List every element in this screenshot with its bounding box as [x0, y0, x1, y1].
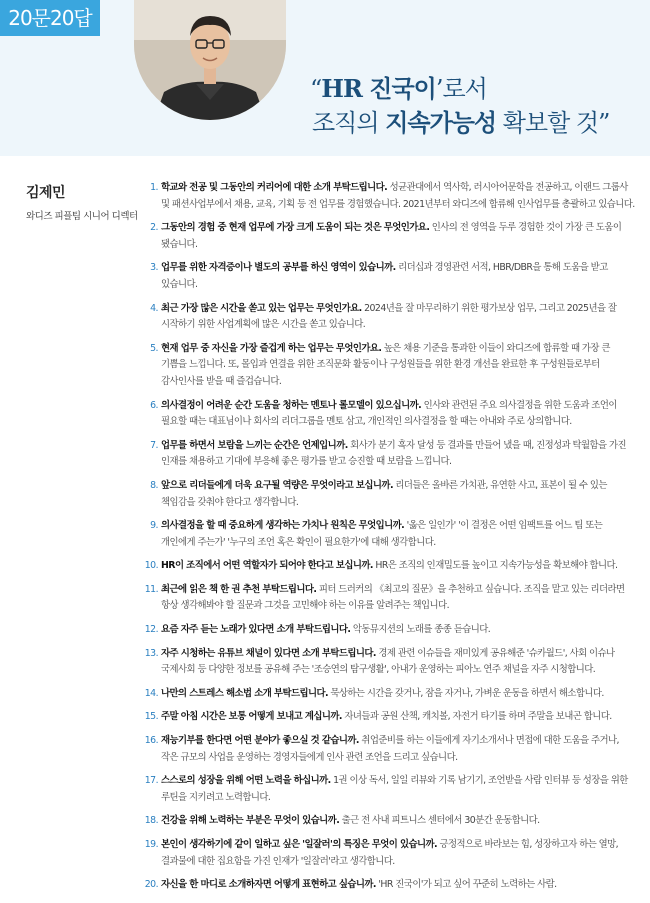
question-number: 8. — [150, 479, 158, 491]
question-number: 4. — [150, 302, 158, 314]
question-text: 나만의 스트레스 해소법 소개 부탁드립니다. — [161, 687, 328, 699]
qa-item — [146, 813, 636, 830]
question-text: 자주 시청하는 유튜브 채널이 있다면 소개 부탁드립니다. — [161, 647, 376, 659]
answer-text: 리더십과 경영관련 서적, HBR/DBR을 통해 도움을 받고 있습니다. — [161, 262, 608, 290]
qa-item — [146, 438, 636, 471]
question-number: 6. — [150, 399, 158, 411]
question-number: 1. — [150, 182, 158, 193]
section-tag: 20문20답 — [0, 0, 100, 36]
headline-line-2-pre: 조직의 — [312, 109, 386, 137]
qa-item — [146, 709, 636, 726]
question-text: HR이 조직에서 어떤 역할자가 되어야 한다고 보십니까. — [161, 560, 373, 572]
interviewee-name: 김제민 — [26, 185, 66, 201]
qa-item — [146, 341, 636, 391]
answer-text: 인사와 관련된 주요 의사결정을 위한 도움과 조언이 필요할 때는 대표님이나 회사의 리더그룹을 멘토 삼고, 개인적인 의사결정을 할 때는 아내와 주로 상의합니다. — [161, 399, 617, 428]
question-text: 건강을 위해 노력하는 부분은 무엇이 있습니까. — [161, 815, 340, 827]
answer-text: 성균관대에서 역사학, 러시아어문학을 전공하고, 이랜드 그룹사 및 패션사업부에서 채용, 교육, 기획 등 전 업무를 경험했습니다. 2021년부터 와디즈에 합류해 인사업무를 총괄하고 있습니다. — [161, 182, 635, 210]
headline-line-1-bold: HR 진국이 — [321, 74, 436, 103]
question-number: 10. — [144, 560, 158, 572]
answer-text: '옳은 일인가' '이 결정은 어떤 임팩트를 어느 팀 또는 개인에게 주는가' '누구의 조언 혹은 확인이 필요한가'에 대해 생각합니다. — [161, 520, 603, 548]
headline-line-2-post: 확보할 것” — [496, 109, 610, 137]
answer-text: 출근 전 사내 피트니스 센터에서 30분간 운동합니다. — [339, 815, 540, 827]
answer-text: 높은 채용 기준을 통과한 이들이 와디즈에 합류할 때 가장 큰 기쁨을 느낍니다. 또, 몰입과 연결을 위한 조직문화 활동이나 구성원들을 위한 환경 개선을 완료한 후 구성원들로부터 감사인사를 받을 때 즐겁습니다. — [161, 342, 610, 387]
qa-item — [146, 646, 636, 679]
answer-text: 묵상하는 시간을 갖거나, 잠을 자거나, 가벼운 운동을 하면서 해소합니다. — [327, 687, 604, 699]
question-text: 앞으로 리더들에게 더욱 요구될 역량은 무엇이라고 보십니까. — [161, 479, 393, 491]
qa-item — [146, 622, 636, 639]
interviewee-info — [26, 182, 136, 222]
question-number: 18. — [144, 815, 158, 827]
qa-item — [146, 180, 636, 213]
answer-text: 자녀들과 공원 산책, 캐치볼, 자전거 타기를 하며 주말을 보내곤 합니다. — [341, 711, 612, 723]
question-number: 2. — [150, 222, 158, 234]
question-text: 요즘 자주 듣는 노래가 있다면 소개 부탁드립니다. — [161, 624, 351, 636]
question-number: 12. — [144, 624, 158, 636]
question-text: 최근에 읽은 책 한 권 추천 부탁드립니다. — [161, 583, 317, 595]
question-text: 의사결정이 어려운 순간 도움을 청하는 멘토나 롤모델이 있으십니까. — [161, 399, 422, 411]
answer-text: 경제 관련 이슈들을 재미있게 공유해준 '슈카월드', 사회 이슈나 국제사회 등 다양한 정보를 공유해 주는 '조승연의 탐구생활', 아내가 운영하는 피아노 연주 채널을 자주 시청합니다. — [161, 647, 615, 676]
answer-text: 악동뮤지션의 노래를 종종 듣습니다. — [350, 624, 491, 636]
question-number: 7. — [150, 439, 158, 451]
question-number: 3. — [150, 262, 158, 274]
question-text: 재능기부를 한다면 어떤 분야가 좋으실 것 같습니까. — [161, 735, 359, 747]
answer-text: 취업준비를 하는 이들에게 자기소개서나 면접에 대한 도움을 주거나, 작은 규모의 사업을 운영하는 경영자들에게 인사 관련 조언을 드리고 싶습니다. — [161, 735, 619, 763]
interviewee-role: 와디즈 피플팀 시니어 디렉터 — [26, 211, 138, 222]
headline-line-1 — [302, 72, 642, 106]
question-text: 스스로의 성장을 위해 어떤 노력을 하십니까. — [161, 775, 331, 787]
question-text: 최근 가장 많은 시간을 쏟고 있는 업무는 무엇인가요. — [161, 302, 362, 314]
question-number: 5. — [150, 342, 158, 354]
question-number: 17. — [144, 775, 158, 787]
qa-item — [146, 837, 636, 870]
qa-item — [146, 478, 636, 511]
question-text: 현재 업무 중 자신을 가장 즐겁게 하는 업무는 무엇인가요. — [161, 342, 382, 354]
qa-item — [146, 260, 636, 293]
question-text: 학교와 전공 및 그동안의 커리어에 대한 소개 부탁드립니다. — [161, 182, 388, 193]
headline-line-2 — [302, 106, 642, 140]
question-number: 14. — [144, 687, 158, 699]
question-text: 의사결정을 할 때 중요하게 생각하는 가치나 원칙은 무엇입니까. — [161, 520, 405, 532]
qa-list — [146, 180, 636, 901]
question-text: 그동안의 경험 중 현재 업무에 가장 크게 도움이 되는 것은 무엇인가요. — [161, 222, 430, 234]
headline — [302, 72, 642, 140]
answer-text: 1권 이상 독서, 일일 리뷰와 기록 남기기, 조언받을 사람 인터뷰 등 성장을 위한 루틴을 지키려고 노력합니다. — [161, 775, 628, 803]
answer-text: HR은 조직의 인재밀도를 높이고 지속가능성을 확보해야 합니다. — [372, 560, 618, 572]
answer-text: 리더들은 올바른 가치관, 유연한 사고, 표본이 될 수 있는 책임감을 갖춰야 한다고 생각합니다. — [161, 479, 607, 508]
question-number: 11. — [144, 583, 158, 595]
qa-item — [146, 301, 636, 334]
answer-text: 'HR 진국이'가 되고 싶어 꾸준히 노력하는 사람. — [375, 879, 557, 891]
qa-item — [146, 877, 636, 894]
qa-item — [146, 220, 636, 253]
question-text: 업무를 하면서 보람을 느끼는 순간은 언제입니까. — [161, 439, 348, 451]
qa-item — [146, 558, 636, 575]
open-quote: “ — [310, 75, 322, 103]
question-number: 15. — [144, 711, 158, 723]
question-number: 9. — [150, 520, 158, 532]
question-number: 19. — [144, 839, 158, 850]
question-number: 16. — [144, 735, 158, 747]
qa-item — [146, 582, 636, 615]
question-text: 업무를 위한 자격증이나 별도의 공부를 하신 영역이 있습니까. — [161, 262, 396, 274]
question-text: 주말 아침 시간은 보통 어떻게 보내고 계십니까. — [161, 711, 342, 723]
question-text: 본인이 생각하기에 같이 일하고 싶은 '일잘러'의 특징은 무엇이 있습니까. — [161, 839, 438, 850]
question-text: 자신을 한 마디로 소개하자면 어떻게 표현하고 싶습니까. — [161, 879, 376, 891]
question-number: 20. — [144, 879, 158, 891]
headline-line-1-rest: ’로서 — [435, 75, 487, 103]
answer-text: 인사의 전 영역을 두루 경험한 것이 가장 큰 도움이 됐습니다. — [161, 222, 622, 250]
answer-text: 긍정적으로 바라보는 힘, 성장하고자 하는 열망, 결과물에 대한 집요함을 가진 인재가 '일잘러'라고 생각합니다. — [161, 839, 619, 867]
qa-item — [146, 518, 636, 551]
qa-item — [146, 733, 636, 766]
answer-text: 회사가 분기 흑자 달성 등 결과를 만들어 냈을 때, 진정성과 탁월함을 가진 인재를 채용하고 기대에 부응해 좋은 평가를 받고 승진할 때 보람을 느낍니다. — [161, 439, 626, 468]
answer-text: 피터 드러커의 《최고의 질문》을 추천하고 싶습니다. 조직을 맡고 있는 리더라면 항상 생각해봐야 할 질문과 그것을 고민해야 하는 이유를 알려주는 책입니다. — [161, 583, 625, 612]
answer-text: 2024년을 잘 마무리하기 위한 평가보상 업무, 그리고 2025년을 잘 시작하기 위한 사업계획에 많은 시간을 쏟고 있습니다. — [161, 302, 617, 331]
question-number: 13. — [144, 647, 158, 659]
qa-item — [146, 686, 636, 703]
qa-item — [146, 773, 636, 806]
qa-item — [146, 398, 636, 431]
headline-line-2-bold: 지속가능성 — [385, 108, 497, 137]
